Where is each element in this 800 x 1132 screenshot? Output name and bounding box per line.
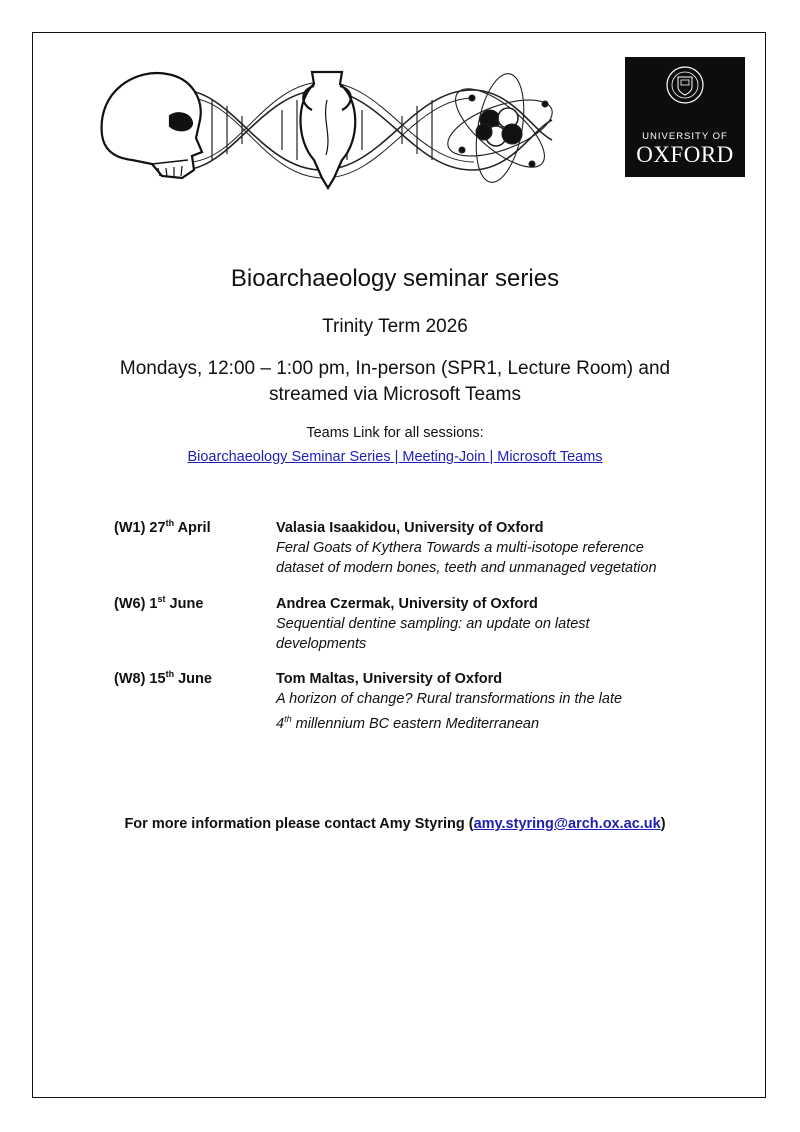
teams-link-label: Teams Link for all sessions: bbox=[306, 425, 484, 441]
session-speaker: Andrea Czermak, University of Oxford bbox=[276, 596, 538, 612]
session-talk-title-line-2: developments bbox=[276, 636, 367, 652]
schedule-line-1: Mondays, 12:00 – 1:00 pm, In-person (SPR1, Lecture Room) and bbox=[119, 358, 671, 379]
contact-email-link[interactable]: amy.styring@arch.ox.ac.uk bbox=[473, 816, 661, 832]
schedule-line-2: streamed via Microsoft Teams bbox=[268, 384, 521, 405]
contact-info: For more information please contact Amy Styring (amy.styring@arch.ox.ac.uk) bbox=[124, 816, 666, 832]
teams-meeting-link[interactable]: Bioarchaeology Seminar Series | Meeting-Join | Microsoft Teams bbox=[187, 449, 603, 465]
session-talk-title-line-1: Sequential dentine sampling: an update on latest bbox=[276, 616, 590, 632]
session-speaker: Tom Maltas, University of Oxford bbox=[276, 671, 503, 687]
session-date: (W1) 27th April bbox=[114, 518, 211, 536]
session-talk-title-line-2: dataset of modern bones, teeth and unmanaged vegetation bbox=[276, 560, 657, 576]
oxford-seal-icon bbox=[665, 65, 705, 105]
session-speaker: Valasia Isaakidou, University of Oxford bbox=[276, 520, 544, 536]
banner-illustration bbox=[92, 60, 562, 196]
term-subtitle: Trinity Term 2026 bbox=[322, 316, 468, 337]
session-date: (W8) 15th June bbox=[114, 669, 212, 687]
session-date: (W6) 1st June bbox=[114, 594, 204, 612]
schedule-info bbox=[0, 356, 790, 408]
amphora-icon bbox=[301, 72, 356, 188]
university-logo bbox=[625, 57, 745, 177]
logo-line-oxford: OXFORD bbox=[636, 142, 734, 167]
session-talk-title-line-1: A horizon of change? Rural transformations in the late bbox=[276, 691, 623, 707]
session-talk-title-line-2: 4th millennium BC eastern Mediterranean bbox=[276, 714, 540, 732]
session-talk-title-line-1: Feral Goats of Kythera Towards a multi-isotope reference bbox=[276, 540, 644, 556]
skull-icon bbox=[102, 73, 202, 178]
logo-line-university-of: UNIVERSITY OF bbox=[642, 131, 728, 142]
page-title: Bioarchaeology seminar series bbox=[230, 265, 560, 292]
